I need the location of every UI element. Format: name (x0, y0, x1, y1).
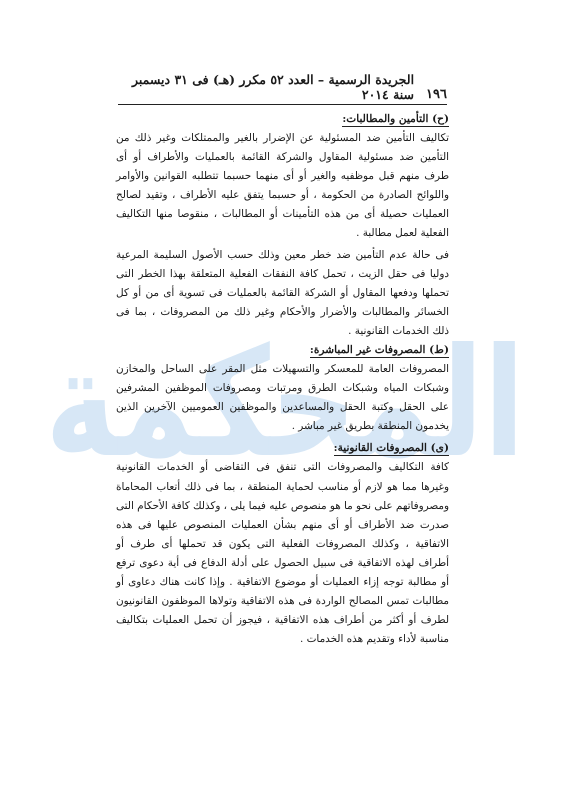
page-header (118, 72, 447, 102)
paragraph: كافة التكاليف والمصروفات التى تنفق فى التقاضى أو الخدمات القانونية وغيرها مما هو لازم أو مناسب لحماية المنطقة ، بما فى ذلك أتعاب المحاماة ومصروفاتهم على نحو ما هو منصوص عليه فيما يلى ، وكذلك كافة الأحكام التى صدرت ضد الأطراف أو أى منهم بشأن العمليات المنصوص عليها فى هذه الاتفاقية ، وكذلك المصروفات الفعلية التى يكون قد تحملها أى طرف أو أطراف لهذه الاتفاقية فى سبيل الحصول على أدلة الدفاع فى أية دعوى ترفع أو مطالبة توجه إزاء العمليات أو موضوع الاتفاقية . وإذا كانت هناك دعاوى أو مطالبات تمس المصالح الواردة فى هذه الاتفاقية وتولاها الموظفون القانونيون لطرف أو أكثر من أطراف هذه الاتفاقية ، فيجوز أن تحمل العمليات بتكاليف مناسبة لأداء وتقديم هذه الخدمات . (116, 461, 449, 646)
section-title: (ط) المصروفات غير المباشرة: (309, 344, 449, 357)
paragraph: فى حالة عدم التأمين ضد خطر معين وذلك حسب الأصول السليمة المرعية دوليا فى حقل الزيت ، تحمل كافة النفقات الفعلية المتعلقة بهذا الخطر التى تحملها ودفعها المقاول أو الشركة القائمة بالعمليات فى تسوية أى من أو كل الخسائر والمطالبات والأضرار والأحكام وغير ذلك من المصروفات ، بما فى ذلك الخدمات القانونية . (116, 248, 449, 337)
section-title: (ح) التأمين والمطالبات: (342, 113, 449, 125)
paragraph: تكاليف التأمين ضد المسئولية عن الإضرار بالغير والممتلكات وغير ذلك من التأمين ضد مسئولية المقاول والشركة القائمة بالعمليات والأطراف أو أى طرف منهم قبل موظفيه والغير أو أى منهما حسبما تتطلبه القوانين والأوامر واللوائح الصادرة من الحكومة ، أو حسبما يتفق عليه الأطراف ، وتقيد لصالح العمليات حصيلة أى من هذه التأمينات أو المطالبات ، منقوصا منها التكاليف الفعلية لعمل مطالبة . (116, 132, 449, 240)
section-insurance (116, 110, 449, 341)
watermark-text: المحكمة (45, 330, 525, 480)
section-indirect-expenses (116, 341, 449, 436)
page-number: ١٩٦ (426, 87, 447, 102)
header-divider (118, 104, 447, 105)
paragraph: المصروفات العامة للمعسكر والتسهيلات مثل المقر على الساحل والمخازن وشبكات المياه وشبكات الطرق ومرتبات ومصروفات الموظفين المشرفين على الحقل وكتبة الحقل والمساعدين والموظفين العموميين الآخرين الذين يخدمون المنطقة بطريق غير مباشر . (116, 363, 449, 433)
document-body (116, 110, 449, 649)
section-title: (ى) المصروفات القانونية: (333, 442, 449, 455)
gazette-title: الجريدة الرسمية – العدد ٥٢ مكرر (هـ) فى ٣١ ديسمبر سنة ٢٠١٤ (132, 72, 415, 102)
section-legal-expenses (116, 439, 449, 649)
